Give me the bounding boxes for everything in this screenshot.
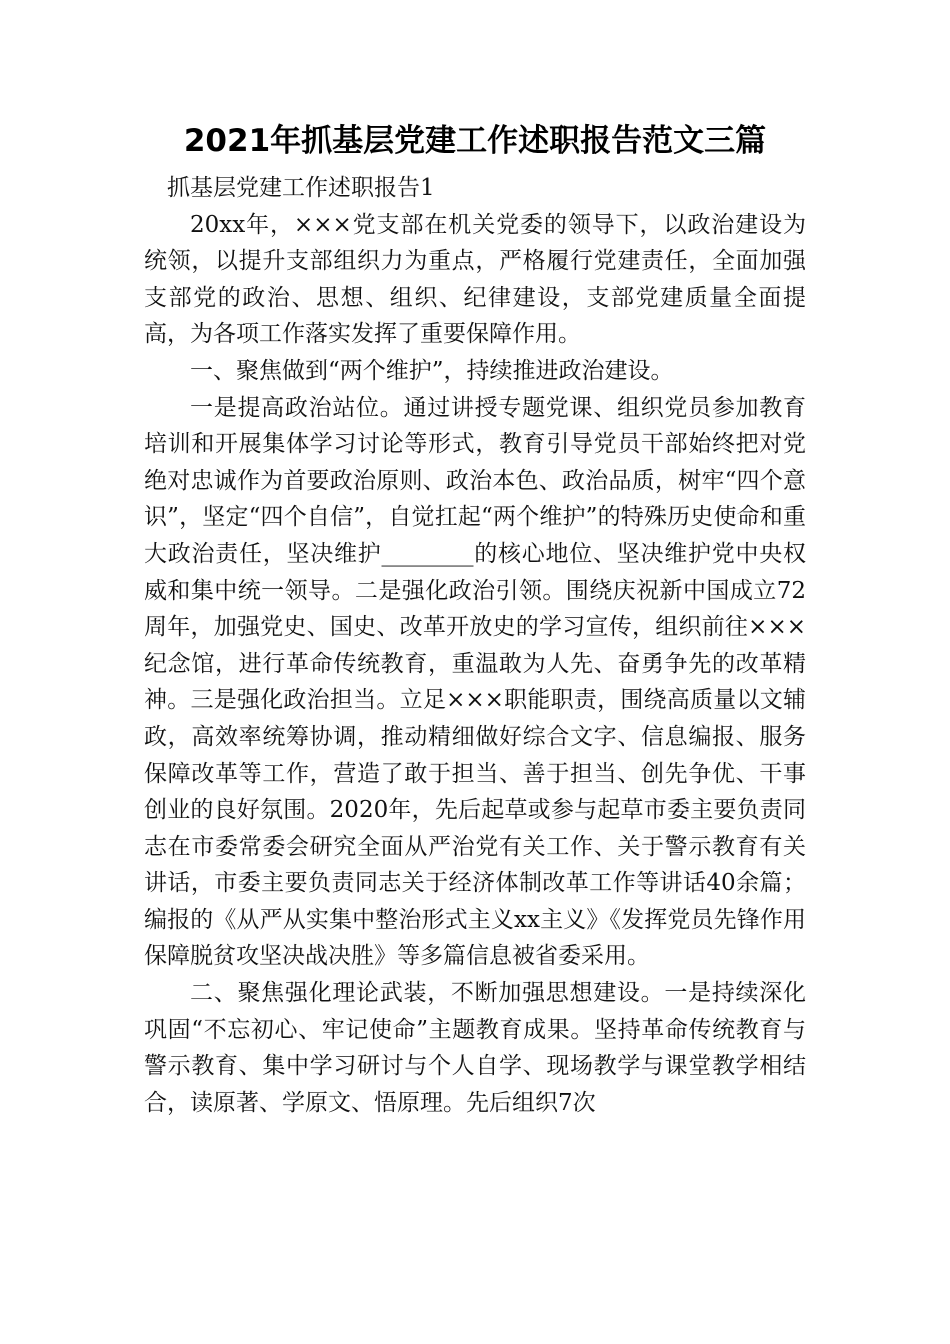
report-subtitle: 抓基层党建工作述职报告1 [167, 175, 435, 201]
body-paragraph: 一是提高政治站位。通过讲授专题党课、组织党员参加教育培训和开展集体学习讨论等形式，教育引导党员干部始终把对党绝对忠诚作为首要政治原则、政治本色、政治品质，树牢“四个意识”，坚定“四个自信”，自觉扛起“两个维护”的特殊历史使命和重大政治责任，坚决维护________的核心地位、坚决维护党中央权威和集中统一领导。二是强化政治引领。围绕庆祝新中国成立72周年，加强党史、国史、改革开放史的学习宣传，组织前往×××纪念馆，进行革命传统教育，重温敢为人先、奋勇争先的改革精神。三是强化政治担当。立足×××职能职责，围绕高质量以文辅政，高效率统筹协调，推动精细做好综合文字、信息编报、服务保障改革等工作，营造了敢于担当、善于担当、创先争优、干事创业的良好氛围。2020年，先后起草或参与起草市委主要负责同志在市委常委会研究全面从严治党有关工作、关于警示教育有关讲话，市委主要负责同志关于经济体制改革工作等讲话40余篇；编报的《从严从实集中整治形式主义xx主义》《发挥党员先锋作用保障脱贫攻坚决战决胜》等多篇信息被省委采用。 [144, 394, 806, 970]
document-title: 2021年抓基层党建工作述职报告范文三篇 [183, 123, 767, 159]
section-heading-1: 一、聚焦做到“两个维护”，持续推进政治建设。 [190, 357, 674, 384]
intro-paragraph: 20xx年，×××党支部在机关党委的领导下，以政治建设为统领，以提升支部组织力为重点，严格履行党建责任，全面加强支部党的政治、思想、组织、纪律建设，支部党建质量全面提高，为各项工作落实发挥了重要保障作用。 [144, 211, 806, 348]
document-body [144, 170, 806, 1121]
section-heading-2-paragraph: 二、聚焦强化理论武装，不断加强思想建设。一是持续深化巩固“不忘初心、牢记使命”主题教育成果。坚持革命传统教育与警示教育、集中学习研讨与个人自学、现场教学与课堂教学相结合，读原著、学原文、悟原理。先后组织7次 [144, 980, 806, 1116]
